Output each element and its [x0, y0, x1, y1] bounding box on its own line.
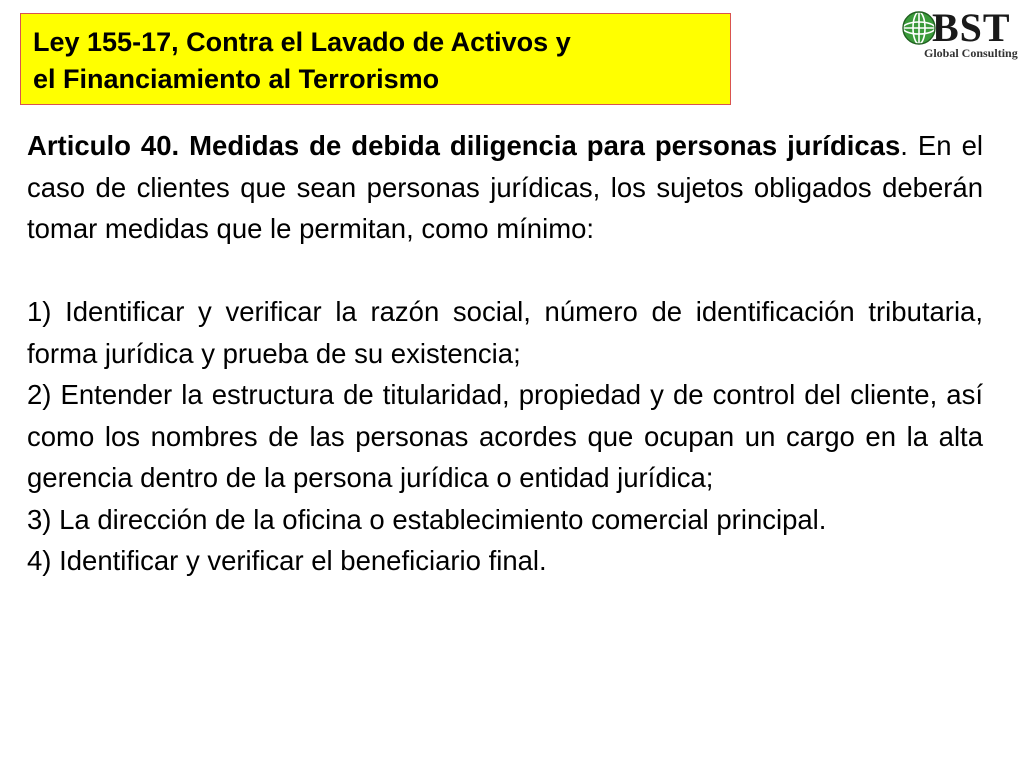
list-item-2: 2) Entender la estructura de titularidad, propiedad y de control del cliente, así como los nombres de las personas acordes que ocupan un cargo en la alta gerencia dentro de la persona jurídica o entidad jurídica; [27, 379, 983, 493]
page-title-line-1: Ley 155-17, Contra el Lavado de Activos y [33, 27, 571, 57]
list-item-1: 1) Identificar y verificar la razón social, número de identificación tributaria, forma jurídica y prueba de su existencia; [27, 296, 983, 369]
list-item-3: 3) La dirección de la oficina o establecimiento comercial principal. [27, 503, 827, 535]
list-item-4: 4) Identificar y verificar el beneficiario final. [27, 545, 547, 576]
logo-subtitle: Global Consulting [924, 46, 1018, 60]
logo-wordmark: BST [932, 5, 1011, 50]
article-intro-paragraph [27, 125, 983, 250]
paragraph-spacer [27, 250, 983, 292]
article-heading: Articulo 40. Medidas de debida diligencia para personas jurídicas [27, 130, 901, 161]
title-box [20, 13, 731, 105]
article-body [27, 125, 983, 582]
company-logo [898, 6, 1020, 68]
page-title-line-2: el Financiamiento al Terrorismo [33, 64, 440, 94]
article-intro: . En el caso de clientes que sean personas jurídicas, los sujetos obligados deberán tomar medidas que le permitan, como mínimo: [27, 130, 983, 244]
